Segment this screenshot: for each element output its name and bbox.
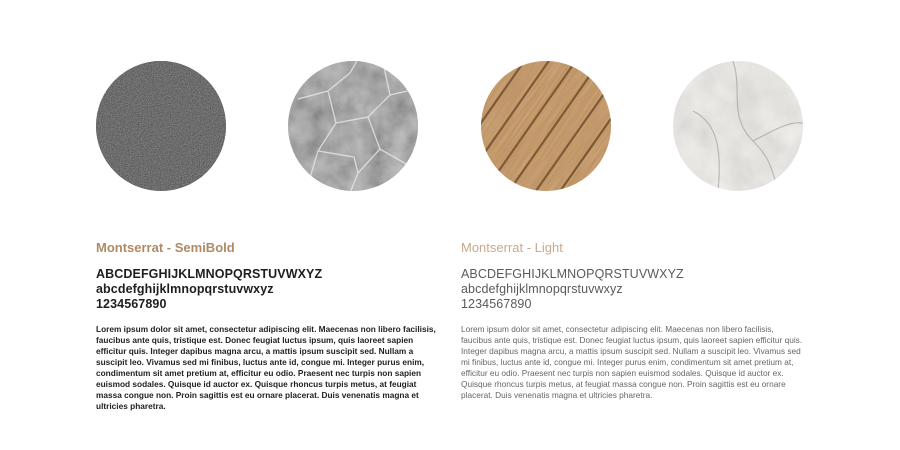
font-name-semibold: Montserrat - SemiBold (96, 240, 235, 255)
font-name-light: Montserrat - Light (461, 240, 563, 255)
semibold-specimen (96, 240, 441, 412)
dark-slate-stone-swatch (96, 61, 226, 191)
digits: 1234567890 (461, 297, 532, 311)
glyph-set-semibold (96, 267, 441, 312)
glyph-set-light (461, 267, 806, 312)
sample-paragraph-light: Lorem ipsum dolor sit amet, consectetur adipiscing elit. Maecenas non libero facilisis, faucibus ante quis, tristique est. Donec feugiat luctus ipsum, quis laoreet sapien efficitur quis. Integer dapibus magna arcu, a mattis ipsum suscipit sed. Nullam a suscipit leo. Vivamus sed mi finibus, luctus ante id, congue mi. Integer purus enim, condimentum sit amet pretium at, efficitur eu odio. Praesent nec turpis non sapien euismod sodales. Quisque id auctor ex. Quisque rhoncus turpis metus, at feugiat massa congue non. Proin sagittis est eu ornare placerat. Duis venenatis magna et ultricies pharetra. (461, 324, 803, 400)
light-specimen (461, 240, 806, 401)
lowercase-alphabet: abcdefghijklmnopqrstuvwxyz (461, 282, 623, 296)
sample-paragraph-semibold: Lorem ipsum dolor sit amet, consectetur adipiscing elit. Maecenas non libero facilisis, faucibus ante quis, tristique est. Donec feugiat luctus ipsum, quis laoreet sapien efficitur quis. Integer dapibus magna arcu, a mattis ipsum suscipit sed. Nullam a suscipit leo. Vivamus sed mi finibus, luctus ante id, congue mi. Integer purus enim, condimentum sit amet pretium at, efficitur eu odio. Praesent nec turpis non sapien euismod sodales. Quisque id auctor ex. Quisque rhoncus turpis metus, at feugiat massa congue non. Proin sagittis est eu ornare placerat. Duis venenatis magna et ultricies pharetra. (96, 324, 436, 411)
grey-cracked-stone-swatch (288, 61, 418, 191)
white-marble-swatch (673, 61, 803, 191)
uppercase-alphabet: ABCDEFGHIJKLMNOPQRSTUVWXYZ (96, 267, 323, 281)
digits: 1234567890 (96, 297, 167, 311)
oak-wood-swatch (481, 61, 611, 191)
lowercase-alphabet: abcdefghijklmnopqrstuvwxyz (96, 282, 274, 296)
uppercase-alphabet: ABCDEFGHIJKLMNOPQRSTUVWXYZ (461, 267, 684, 281)
